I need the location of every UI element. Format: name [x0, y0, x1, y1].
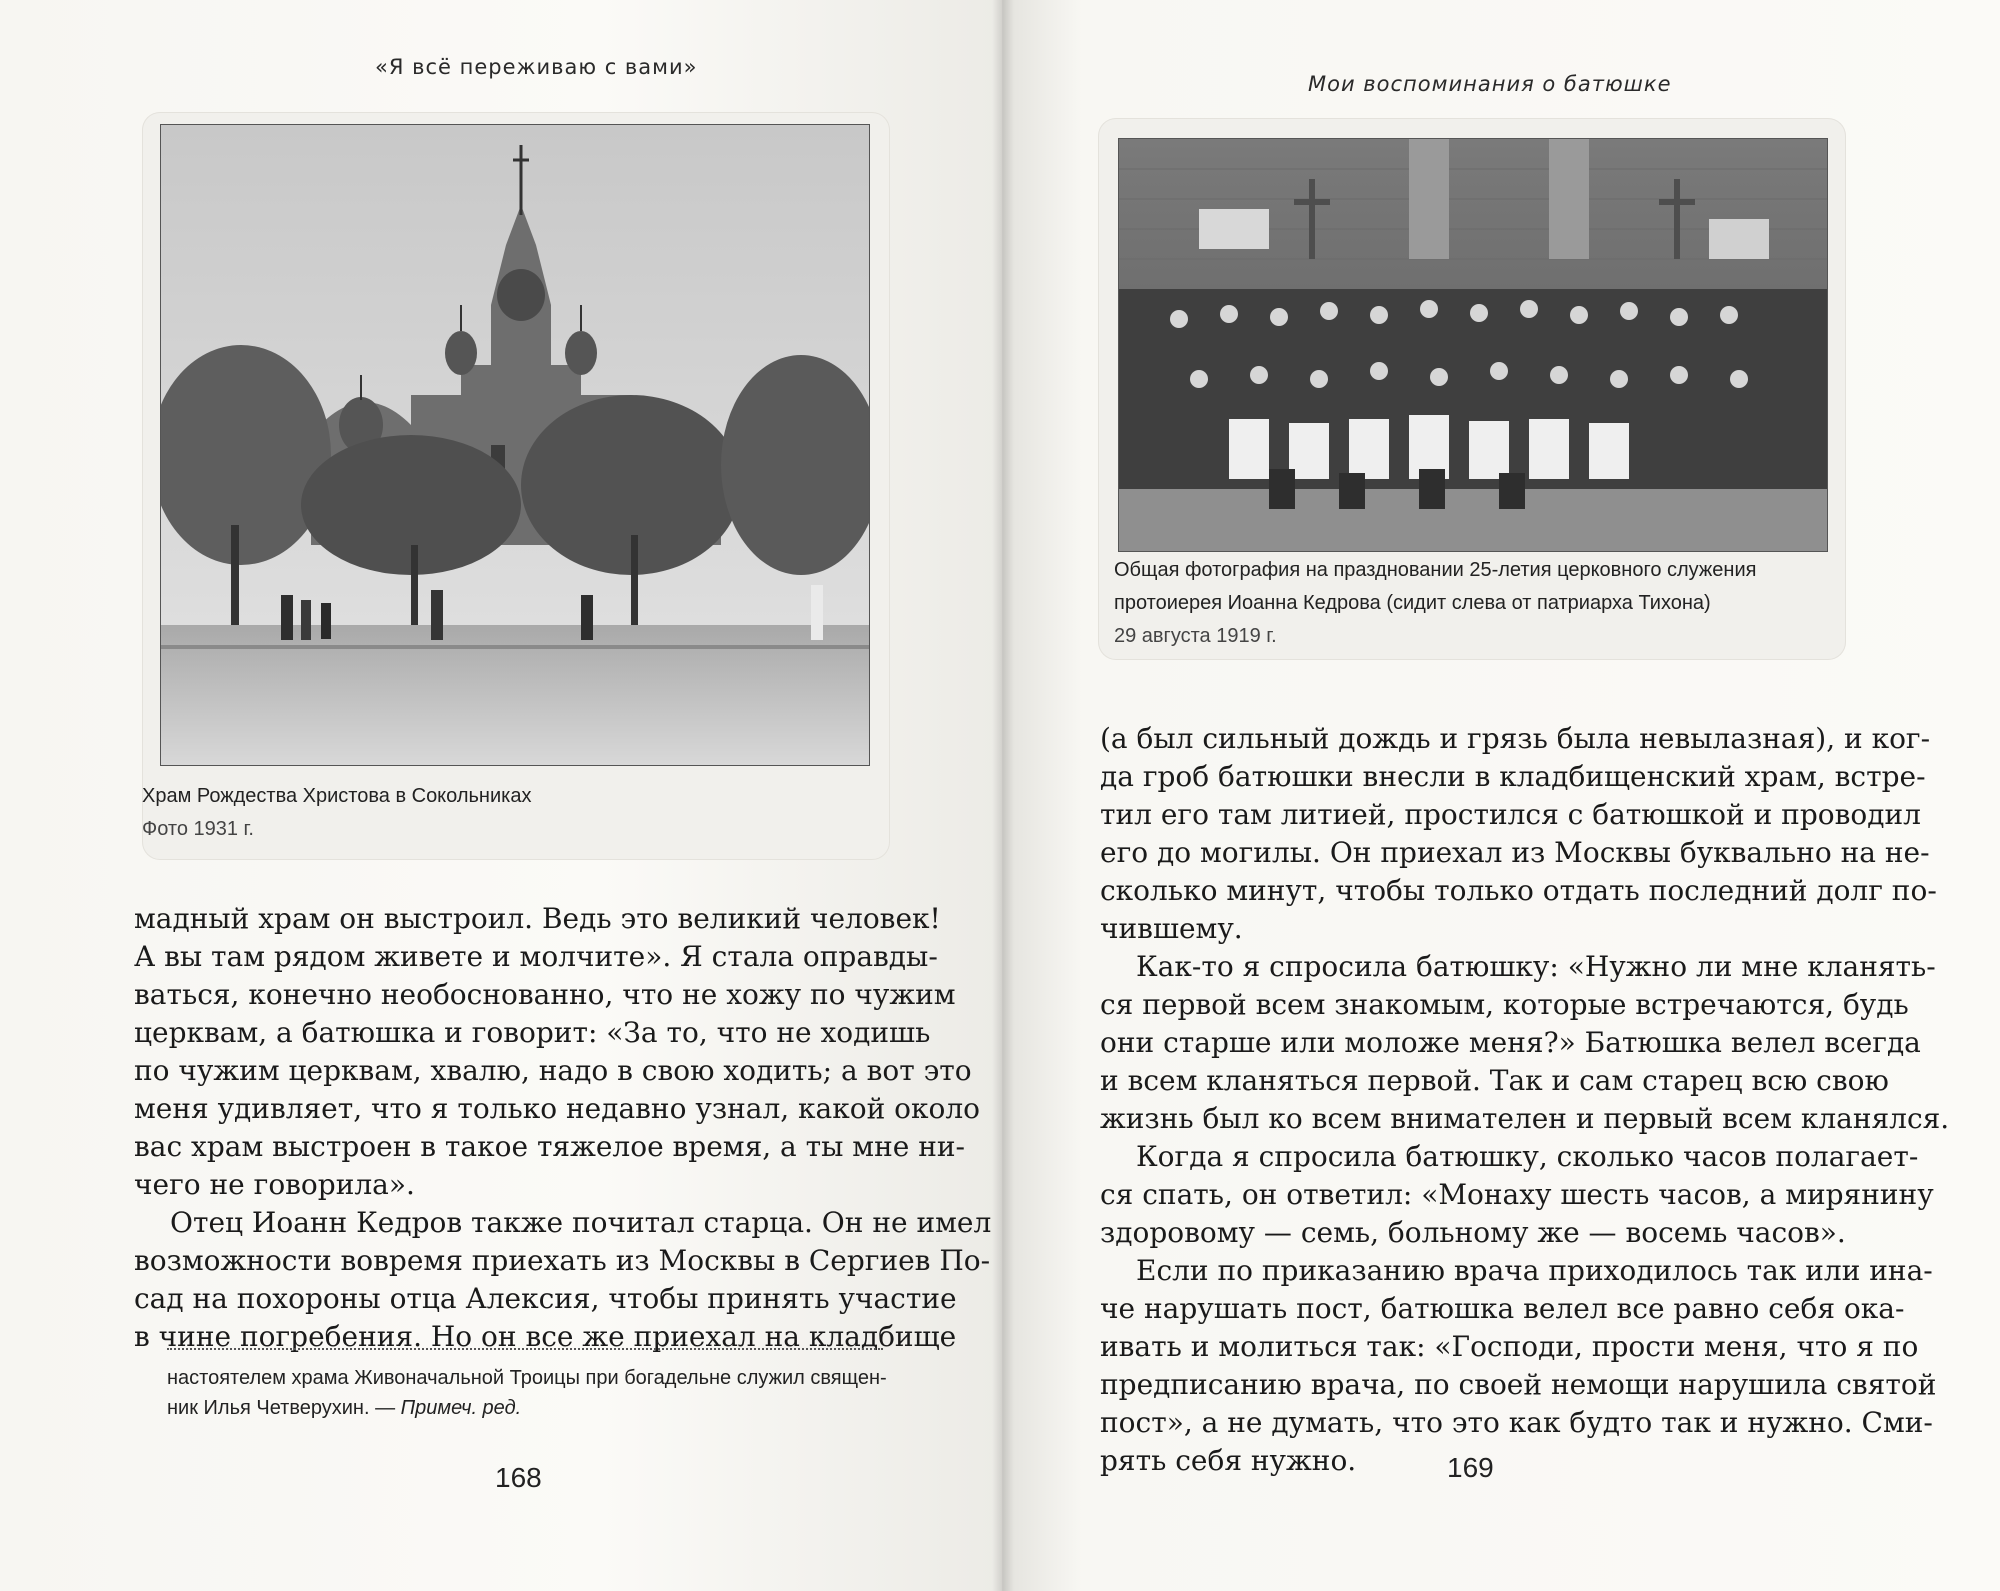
text-line: ивать и молиться так: «Господи, прости меня, что я по [1100, 1330, 1919, 1363]
church-photo [160, 124, 870, 766]
text-line: предписанию врача, по своей немощи нарушила святой [1100, 1368, 1937, 1401]
text-line: пост», а не думать, что это как будто так и нужно. Сми- [1100, 1406, 1933, 1439]
text-line: ся спать, он ответил: «Монаху шесть часов, а мирянину [1100, 1178, 1934, 1211]
right-page [1002, 0, 2000, 1591]
text-line: мадный храм он выстроил. Ведь это великий человек! [134, 902, 941, 935]
text-line: жизнь был ко всем внимателен и первый всем кланялся. [1100, 1102, 1950, 1135]
text-line: по чужим церквам, хвалю, надо в свою ходить; а вот это [134, 1054, 972, 1087]
left-page-number: 168 [495, 1462, 542, 1493]
footnote-divider [167, 1348, 883, 1350]
text-line: А вы там рядом живете и молчите». Я стала оправды- [134, 940, 938, 973]
left-running-head: «Я всё переживаю с вами» [375, 55, 698, 79]
text-line: меня удивляет, что я только недавно узнал, какой около [134, 1092, 981, 1125]
text-line: сад на похороны отца Алексия, чтобы принять участие [134, 1282, 957, 1315]
text-line: Как-то я спросила батюшку: «Нужно ли мне кланять- [1136, 950, 1936, 983]
footnote-line-1: настоятелем храма Живоначальной Троицы при богадельне служил священ- [167, 1367, 887, 1389]
text-line: здоровому — семь, больному же — восемь часов». [1100, 1216, 1846, 1249]
text-line: Если по приказанию врача приходилось так или ина- [1136, 1254, 1933, 1287]
text-line: да гроб батюшки внесли в кладбищенский храм, встре- [1100, 760, 1926, 793]
text-line: (а был сильный дождь и грязь была невылазная), и ког- [1100, 722, 1931, 755]
text-line: в чине погребения. Но он все же приехал на кладбище [134, 1320, 957, 1353]
right-figure-caption [1114, 554, 1756, 653]
text-line: церквам, а батюшка и говорит: «За то, что не ходишь [134, 1016, 931, 1049]
left-caption-title: Храм Рождества Христова в Сокольниках [142, 785, 532, 807]
text-line: Отец Иоанн Кедров также почитал старца. Он не имел [170, 1206, 992, 1239]
text-line: ся первой всем знакомым, которые встречаются, будь [1100, 988, 1909, 1021]
group-photo [1118, 138, 1828, 552]
text-line: чившему. [1100, 912, 1243, 945]
footnote [167, 1363, 887, 1423]
text-line: чего не говорила». [134, 1168, 415, 1201]
footnote-line-2-text: ник Илья Четверухин. — [167, 1397, 401, 1419]
right-caption-line-1: Общая фотография на праздновании 25-летия церковного служения [1114, 559, 1757, 581]
right-page-number: 169 [1447, 1452, 1494, 1483]
footnote-line-2 [167, 1393, 887, 1423]
left-figure-caption [142, 780, 531, 846]
footnote-editor-note: Примеч. ред. [400, 1397, 522, 1419]
text-line: Когда я спросила батюшку, сколько часов полагает- [1136, 1140, 1919, 1173]
left-figure [142, 112, 890, 860]
text-line: вас храм выстроен в такое тяжелое время, а ты мне ни- [134, 1130, 966, 1163]
left-caption-date: Фото 1931 г. [142, 818, 254, 840]
text-line: его до могилы. Он приехал из Москвы буквально на не- [1100, 836, 1930, 869]
left-body-text [134, 900, 991, 1356]
text-line: рять себя нужно. [1100, 1444, 1357, 1477]
text-line: возможности вовремя приехать из Москвы в Сергиев По- [134, 1244, 991, 1277]
right-running-head: Мои воспоминания о батюшке [1308, 72, 1672, 96]
text-line: тил его там литией, простился с батюшкой и проводил [1100, 798, 1921, 831]
text-line: они старше или моложе меня?» Батюшка велел всегда [1100, 1026, 1921, 1059]
text-line: сколько минут, чтобы только отдать последний долг по- [1100, 874, 1937, 907]
book-gutter [992, 0, 1014, 1591]
right-body-text [1100, 720, 1949, 1480]
text-line: ваться, конечно необоснованно, что не хожу по чужим [134, 978, 956, 1011]
right-caption-date: 29 августа 1919 г. [1114, 625, 1277, 647]
text-line: че нарушать пост, батюшка велел все равно себя ока- [1100, 1292, 1905, 1325]
text-line: и всем кланяться первой. Так и сам старец всю свою [1100, 1064, 1889, 1097]
right-figure [1098, 118, 1846, 660]
right-caption-line-2: протоиерея Иоанна Кедрова (сидит слева от патриарха Тихона) [1114, 592, 1711, 614]
